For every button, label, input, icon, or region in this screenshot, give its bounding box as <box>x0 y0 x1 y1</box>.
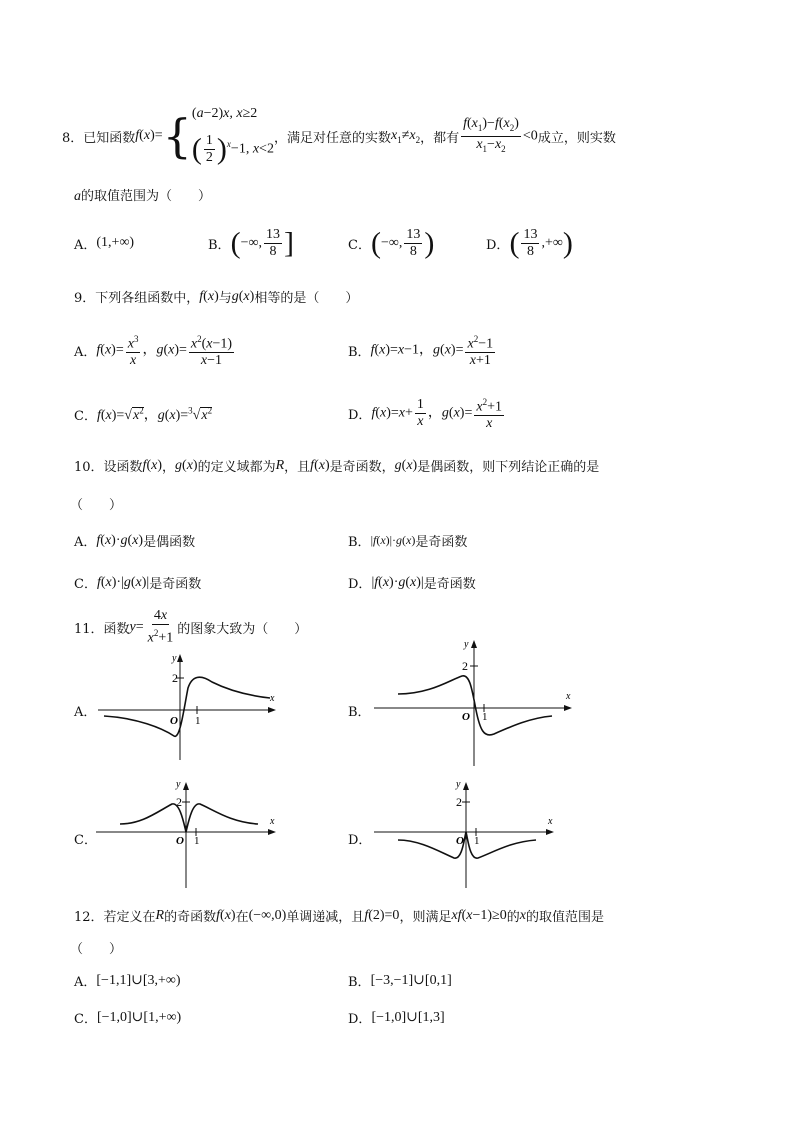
q11-b-y-label: y <box>464 639 469 650</box>
q9-gx: g(x) <box>231 288 255 304</box>
q10-stem-4: ，且 <box>284 460 311 475</box>
q10-opt-d-label: D． <box>348 577 372 592</box>
q9-opt-c-val: $f(x)=√x^2$，$g(x)=^3√x^2$ <box>96 405 213 423</box>
q8-option-d <box>486 224 573 262</box>
q12-opt-b-label: B． <box>348 975 371 990</box>
q9-opt-a-val: f(x)= $\frac{x^3}{x}$ ，g(x)= $\frac{x^2(x-1)}{x-1}$ <box>96 331 236 370</box>
q12-stem-7: 的取值范围是 <box>525 910 604 925</box>
q10-stem-3: 的定义域都为 <box>197 460 276 475</box>
q12-stem-4: 单调递减，且 <box>286 910 365 925</box>
q9-opt-b-label: B． <box>348 344 371 360</box>
q10-opt-b-label: B． <box>348 535 371 550</box>
q12-opt-a-val: [−1,1]∪[3,+∞) <box>96 973 181 988</box>
q12-option-d <box>348 1008 445 1027</box>
q8-line2-text: 的取值范围为（ ） <box>81 189 212 204</box>
q12-option-b <box>348 971 452 990</box>
q10-stem-6: 是偶函数，则下列结论正确的是 <box>417 460 600 475</box>
q8-option-b <box>208 224 294 262</box>
q11-option-a-label: A． <box>74 705 97 720</box>
q10-opt-a-val: f(x)·g(x) <box>96 532 144 548</box>
q10-gx: g(x) <box>175 457 198 473</box>
q11-a-y-label: y <box>172 653 177 664</box>
q8-case2: ( $\frac{1}{2}$ )$^x$−1, x<2 <box>191 132 274 166</box>
q11-b-one: 1 <box>482 711 488 723</box>
q8-opt-b-val: (−∞, $\frac{13}{8}$ ] <box>230 226 294 259</box>
q9-stem-1: 9．下列各组函数中， <box>74 291 200 306</box>
q12-r: R <box>155 907 165 923</box>
q10-fx: f(x) <box>142 457 162 473</box>
q10-opt-a-suffix: 是偶函数 <box>143 535 196 550</box>
q9-opt-b-val: f(x)=x−1，g(x)= $\frac{x^2-1}{x+1}$ <box>371 331 498 370</box>
q10-r: R <box>275 457 285 473</box>
q10-opt-b-suffix: 是奇函数 <box>415 535 468 550</box>
q12-opt-c-val: [−1,0]∪[1,+∞) <box>96 1010 182 1025</box>
q8-option-a <box>74 228 134 258</box>
q11-a-curve <box>104 677 270 736</box>
q10-opt-c-suffix: 是奇函数 <box>149 577 202 592</box>
q11-c-origin: O <box>176 835 184 847</box>
q11-b-two: 2 <box>462 659 468 673</box>
q11-stem-2: 的图象大致为（ ） <box>177 621 308 637</box>
q8-opt-a-label: A． <box>74 237 97 253</box>
q11-c-y-label: y <box>176 779 181 790</box>
q11-c-curve <box>120 804 258 832</box>
q12-x: x <box>519 907 526 923</box>
q8-post: ，满足对任意的实数 <box>273 130 391 146</box>
q8-option-c <box>348 224 434 262</box>
q11-option-d-label: D． <box>348 833 372 848</box>
q11-c-two: 2 <box>176 795 182 809</box>
q11-stem <box>74 608 307 646</box>
q12-opt-d-label: D． <box>348 1012 372 1027</box>
q12-paren: （ ） <box>70 942 123 957</box>
q8-fx: f(x)= <box>135 128 163 143</box>
q8-line2: a的取值范围为（ ） <box>74 189 212 204</box>
q8-opt-b-label: B． <box>208 237 231 253</box>
q11-graph-b <box>370 634 580 770</box>
q12-stem-2: 的奇函数 <box>164 910 217 925</box>
q9-option-b <box>348 332 497 368</box>
q12-stem-6: 的 <box>506 910 520 925</box>
q8-case1: (a−2)x, x≥2 <box>191 106 258 121</box>
q12-f2: f(2)=0 <box>364 907 400 923</box>
q12-ineq: xf(x−1)≥0 <box>451 907 507 923</box>
q11-c-x-label: x <box>270 816 275 827</box>
q8-stem <box>62 106 616 166</box>
q11-graph-d <box>370 776 560 892</box>
q10-option-d <box>348 573 476 592</box>
q8-post2: ，都有 <box>420 130 460 146</box>
q8-opt-c-val: (−∞, $\frac{13}{8}$ ) <box>370 226 435 259</box>
q12-interval: (−∞,0) <box>248 907 287 923</box>
q11-c-one: 1 <box>194 835 200 847</box>
q10-stem-2: ， <box>162 460 176 475</box>
q11-a-one: 1 <box>195 715 201 727</box>
q8-x1x2: $x_1\ne x_2$ <box>390 127 421 145</box>
q8-opt-d-val: ( $\frac{13}{8}$ ,+∞) <box>509 226 573 259</box>
q8-opt-d-label: D． <box>486 237 510 253</box>
q8-post3: 成立，则实数 <box>537 130 616 146</box>
q11-a-two: 2 <box>172 671 178 685</box>
q12-opt-d-val: [−1,0]∪[1,3] <box>371 1010 445 1025</box>
q11-d-x-label: x <box>548 816 553 827</box>
q10-opt-c-val: f(x)·|g(x)| <box>96 574 150 590</box>
q11-d-y-label: y <box>456 779 461 790</box>
q9-option-a <box>74 332 236 368</box>
q10-opt-d-suffix: 是奇函数 <box>423 577 476 592</box>
q11-graph-a <box>92 648 282 764</box>
q12-opt-a-label: A． <box>74 975 97 990</box>
q12-option-c <box>74 1008 181 1027</box>
q10-stem-1: 10．设函数 <box>74 460 143 475</box>
q9-opt-a-label: A． <box>74 344 97 360</box>
q11-b-curve <box>398 676 552 735</box>
q8-pre: 8．已知函数 <box>62 130 136 146</box>
q10-opt-c-label: C． <box>74 577 97 592</box>
q10-stem <box>74 456 599 475</box>
q10-stem-5: 是奇函数， <box>329 460 395 475</box>
q9-opt-d-val: f(x)=x+ $\frac{1}{x}$ ，g(x)= $\frac{x^2+1}{x}$ <box>371 394 506 433</box>
q11-func: y= $\frac{4x}{x^2+1}$ <box>129 607 174 646</box>
q10-gx2: g(x) <box>394 457 418 473</box>
q8-ineq: $\frac{f(x_1)-f(x_2)}{x_1-x_2}$ <0 <box>463 115 538 154</box>
q9-fx: f(x) <box>199 288 219 304</box>
q10-opt-a-label: A． <box>74 535 97 550</box>
q12-stem-5: ，则满足 <box>399 910 452 925</box>
q12-stem-3: 在 <box>235 910 249 925</box>
q12-stem-1: 12．若定义在 <box>74 910 156 925</box>
q10-option-c <box>74 573 201 592</box>
q11-d-origin: O <box>456 835 464 847</box>
q9-option-d <box>348 394 506 432</box>
q10-option-a <box>74 531 195 550</box>
q11-stem-1: 11．函数 <box>74 621 130 637</box>
q9-stem <box>74 287 358 306</box>
q11-b-origin: O <box>462 711 470 723</box>
q10-option-b <box>348 531 467 550</box>
q10-opt-b-val: |f(x)|·g(x) <box>370 533 416 547</box>
q10-opt-d-val: |f(x)·g(x)| <box>371 574 424 590</box>
q11-d-two: 2 <box>456 795 462 809</box>
q9-stem-2: 与 <box>218 291 232 306</box>
q11-a-origin: O <box>170 715 178 727</box>
q11-d-curve <box>398 832 536 858</box>
q12-stem <box>74 906 604 925</box>
q12-option-a <box>74 971 181 990</box>
q11-option-b-label: B． <box>348 705 371 720</box>
q8-cases <box>192 106 274 166</box>
q10-fx2: f(x) <box>310 457 330 473</box>
q8-opt-c-label: C． <box>348 237 371 253</box>
q12-opt-b-val: [−3,−1]∪[0,1] <box>370 973 452 988</box>
q8-brace: { <box>162 109 192 163</box>
q11-graph-c <box>92 776 282 892</box>
q11-d-one: 1 <box>474 835 480 847</box>
q12-opt-c-label: C． <box>74 1012 97 1027</box>
q11-option-c-label: C． <box>74 833 97 848</box>
q9-opt-d-label: D． <box>348 407 372 423</box>
q11-a-x-label: x <box>270 693 275 704</box>
q12-fx: f(x) <box>216 907 236 923</box>
q9-option-c <box>74 396 212 432</box>
q11-b-x-label: x <box>566 691 571 702</box>
q10-paren: （ ） <box>70 498 123 513</box>
q8-opt-a-val: (1,+∞) <box>96 235 135 250</box>
q9-stem-3: 相等的是（ ） <box>254 291 359 306</box>
q9-opt-c-label: C． <box>74 408 97 424</box>
